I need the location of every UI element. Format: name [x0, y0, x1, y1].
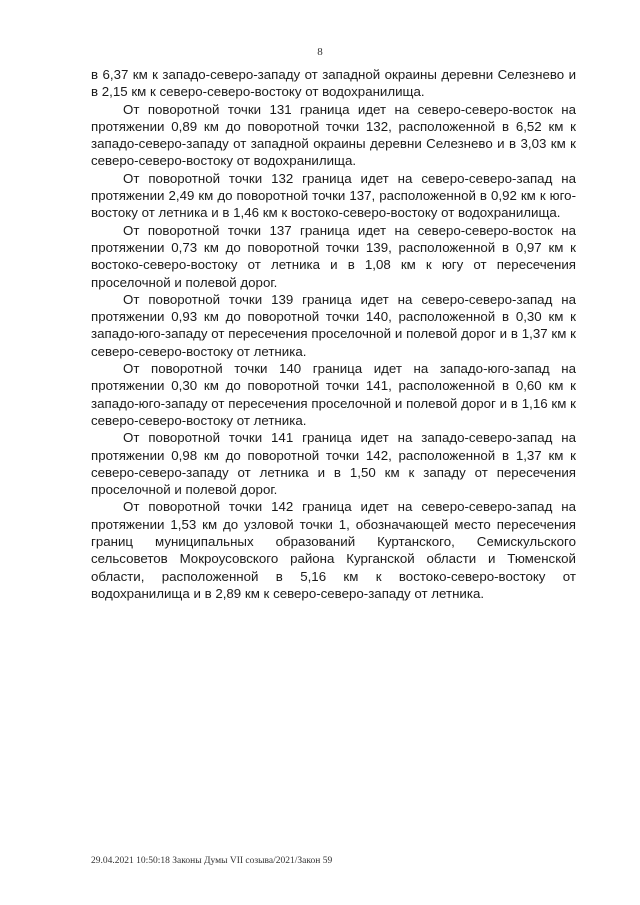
paragraph-point-141: От поворотной точки 141 граница идет на западо-северо-запад на протяжении 0,98 км до поворотной точки 142, расположенной в 1,37 км к северо-северо-западу от летника и в 1,50 км к западу от пересечения проселочной и полевой дорог.	[91, 430, 576, 498]
paragraph-point-139: От поворотной точки 139 граница идет на северо-северо-запад на протяжении 0,93 км до поворотной точки 140, расположенной в 0,30 км к западо-юго-западу от пересечения проселочной и полевой дорог и в 1,37 км к северо-северо-востоку от летника.	[91, 291, 576, 359]
page-number: 8	[317, 46, 323, 58]
paragraph-continuation: в 6,37 км к западо-северо-западу от западной окраины деревни Селезнево и в 2,15 км к северо-северо-востоку от водохранилища.	[91, 67, 576, 100]
paragraph-point-140: От поворотной точки 140 граница идет на западо-юго-запад на протяжении 0,30 км до поворотной точки 141, расположенной в 0,60 км к западо-юго-западу от пересечения проселочной и полевой дорог и в 1,16 км к северо-северо-востоку от летника.	[91, 361, 576, 428]
paragraph-point-142: От поворотной точки 142 граница идет на северо-северо-запад на протяжении 1,53 км до узловой точки 1, обозначающей место пересечения границ муниципальных образований Куртанского, Семискульского сельсоветов Мокроусовского района Курганской области и Тюменской области, расположенной в 5,16 км к востоко-северо-востоку от водохранилища и в 2,89 км к северо-северо-западу от летника.	[91, 499, 576, 601]
document-body	[91, 66, 576, 602]
paragraph-point-131: От поворотной точки 131 граница идет на северо-северо-восток на протяжении 0,89 км до поворотной точки 132, расположенной в 6,52 км к западо-северо-западу от западной окраины деревни Селезнево и в 3,03 км к северо-северо-востоку от водохранилища.	[91, 101, 576, 169]
document-footer: 29.04.2021 10:50:18 Законы Думы VII созыва/2021/Закон 59	[91, 856, 333, 866]
paragraph-point-132: От поворотной точки 132 граница идет на северо-северо-запад на протяжении 2,49 км до поворотной точки 137, расположенной в 0,92 км к юго-востоку от летника и в 1,46 км к востоко-северо-востоку от водохранилища.	[91, 170, 576, 221]
paragraph-point-137: От поворотной точки 137 граница идет на северо-северо-восток на протяжении 0,73 км до поворотной точки 139, расположенной в 0,97 км к востоко-северо-востоку от летника и в 1,08 км к югу от пересечения проселочной и полевой дорог.	[91, 222, 576, 290]
